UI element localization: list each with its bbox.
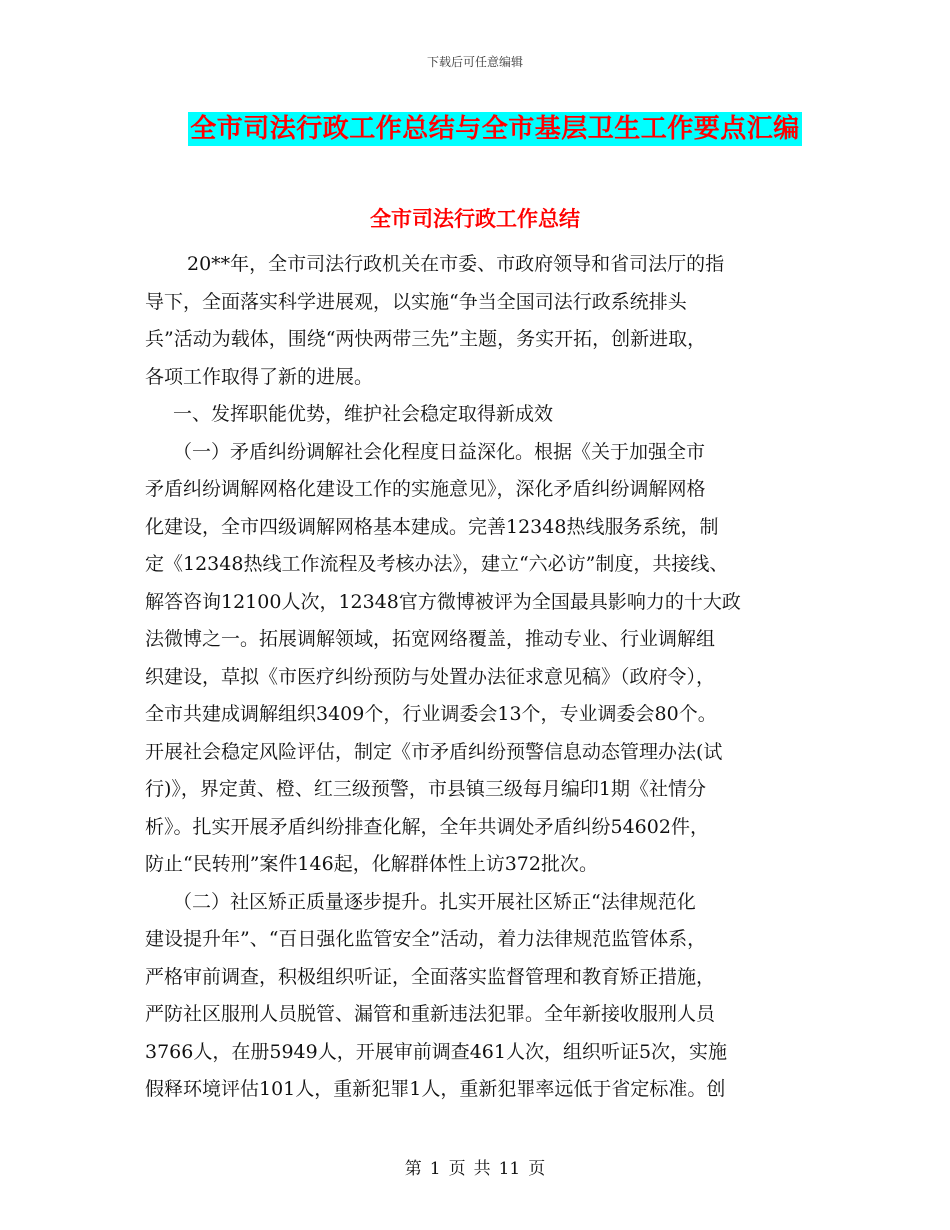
footer-current-page: 1 [429,1159,441,1179]
footer-page-word: 页 [448,1159,466,1179]
body-line: 定《12348热线工作流程及考核办法》，建立“六必访”制度，共接线、 [145,553,729,575]
body-line: 开展社会稳定风险评估，制定《市矛盾纠纷预警信息动态管理办法(试 [145,740,723,763]
body-line: 一、发挥职能优势，维护社会稳定取得新成效 [173,403,554,425]
body-line: 假释环境评估101人，重新犯罪1人，重新犯罪率远低于省定标准。创 [145,1078,726,1100]
body-line: 兵”活动为载体，围绕“两快两带三先”主题，务实开拓，创新进取， [145,328,707,350]
body-line: 法微博之一。拓展调解领域，拓宽网络覆盖，推动专业、行业调解组 [145,628,716,650]
header-note: 下载后可任意编辑 [426,55,523,69]
footer-suffix: 页 [528,1159,546,1179]
body-line: 全市共建成调解组织3409个，行业调委会13个，专业调委会80个。 [145,703,717,725]
body-line: 行)》，界定黄、橙、红三级预警，市县镇三级每月编印1期《社情分 [145,778,707,800]
body-line: 3766人，在册5949人，开展审前调查461人次，组织听证5次，实施 [145,1040,728,1063]
body-line: 严格审前调查，积极组织听证，全面落实监督管理和教育矫正措施， [145,965,716,988]
body-line: 严防社区服刑人员脱管、漏管和重新违法犯罪。全年新接收服刑人员 [145,1003,716,1025]
document-title-wrap [0,112,950,146]
body-line: 20**年，全市司法行政机关在市委、市政府领导和省司法厅的指 [187,253,725,275]
page-footer [0,1154,950,1179]
body-line: （二）社区矫正质量逐步提升。扎实开展社区矫正“法律规范化 [173,890,696,913]
body-line: 矛盾纠纷调解网格化建设工作的实施意见》，深化矛盾纠纷调解网格 [145,478,706,500]
body-text [145,246,835,1109]
section-title: 全市司法行政工作总结 [370,207,580,231]
body-line: 建设提升年”、“百日强化监管安全”活动，着力法律规范监管体系， [145,928,707,950]
footer-total-pages: 11 [498,1159,521,1179]
body-line: （一）矛盾纠纷调解社会化程度日益深化。根据《关于加强全市 [173,440,706,463]
footer-total-word: 共 [473,1159,491,1179]
body-line: 织建设，草拟《市医疗纠纷预防与处置办法征求意见稿》（政府令）， [145,665,716,688]
document-title: 全市司法行政工作总结与全市基层卫生工作要点汇编 [190,114,800,144]
body-line: 各项工作取得了新的进展。 [145,365,374,388]
body-line: 防止“民转刑”案件146起，化解群体性上访372批次。 [145,853,598,875]
body-line: 导下，全面落实科学进展观，以实施“争当全国司法行政系统排头 [145,290,687,313]
body-line: 解答咨询12100人次，12348官方微博被评为全国最具影响力的十大政 [145,590,741,613]
body-line: 化建设，全市四级调解网格基本建成。完善12348热线服务系统，制 [145,515,719,538]
body-line: 析》。扎实开展矛盾纠纷排查化解，全年共调处矛盾纠纷54602件， [145,815,709,838]
footer-prefix: 第 [404,1159,422,1179]
